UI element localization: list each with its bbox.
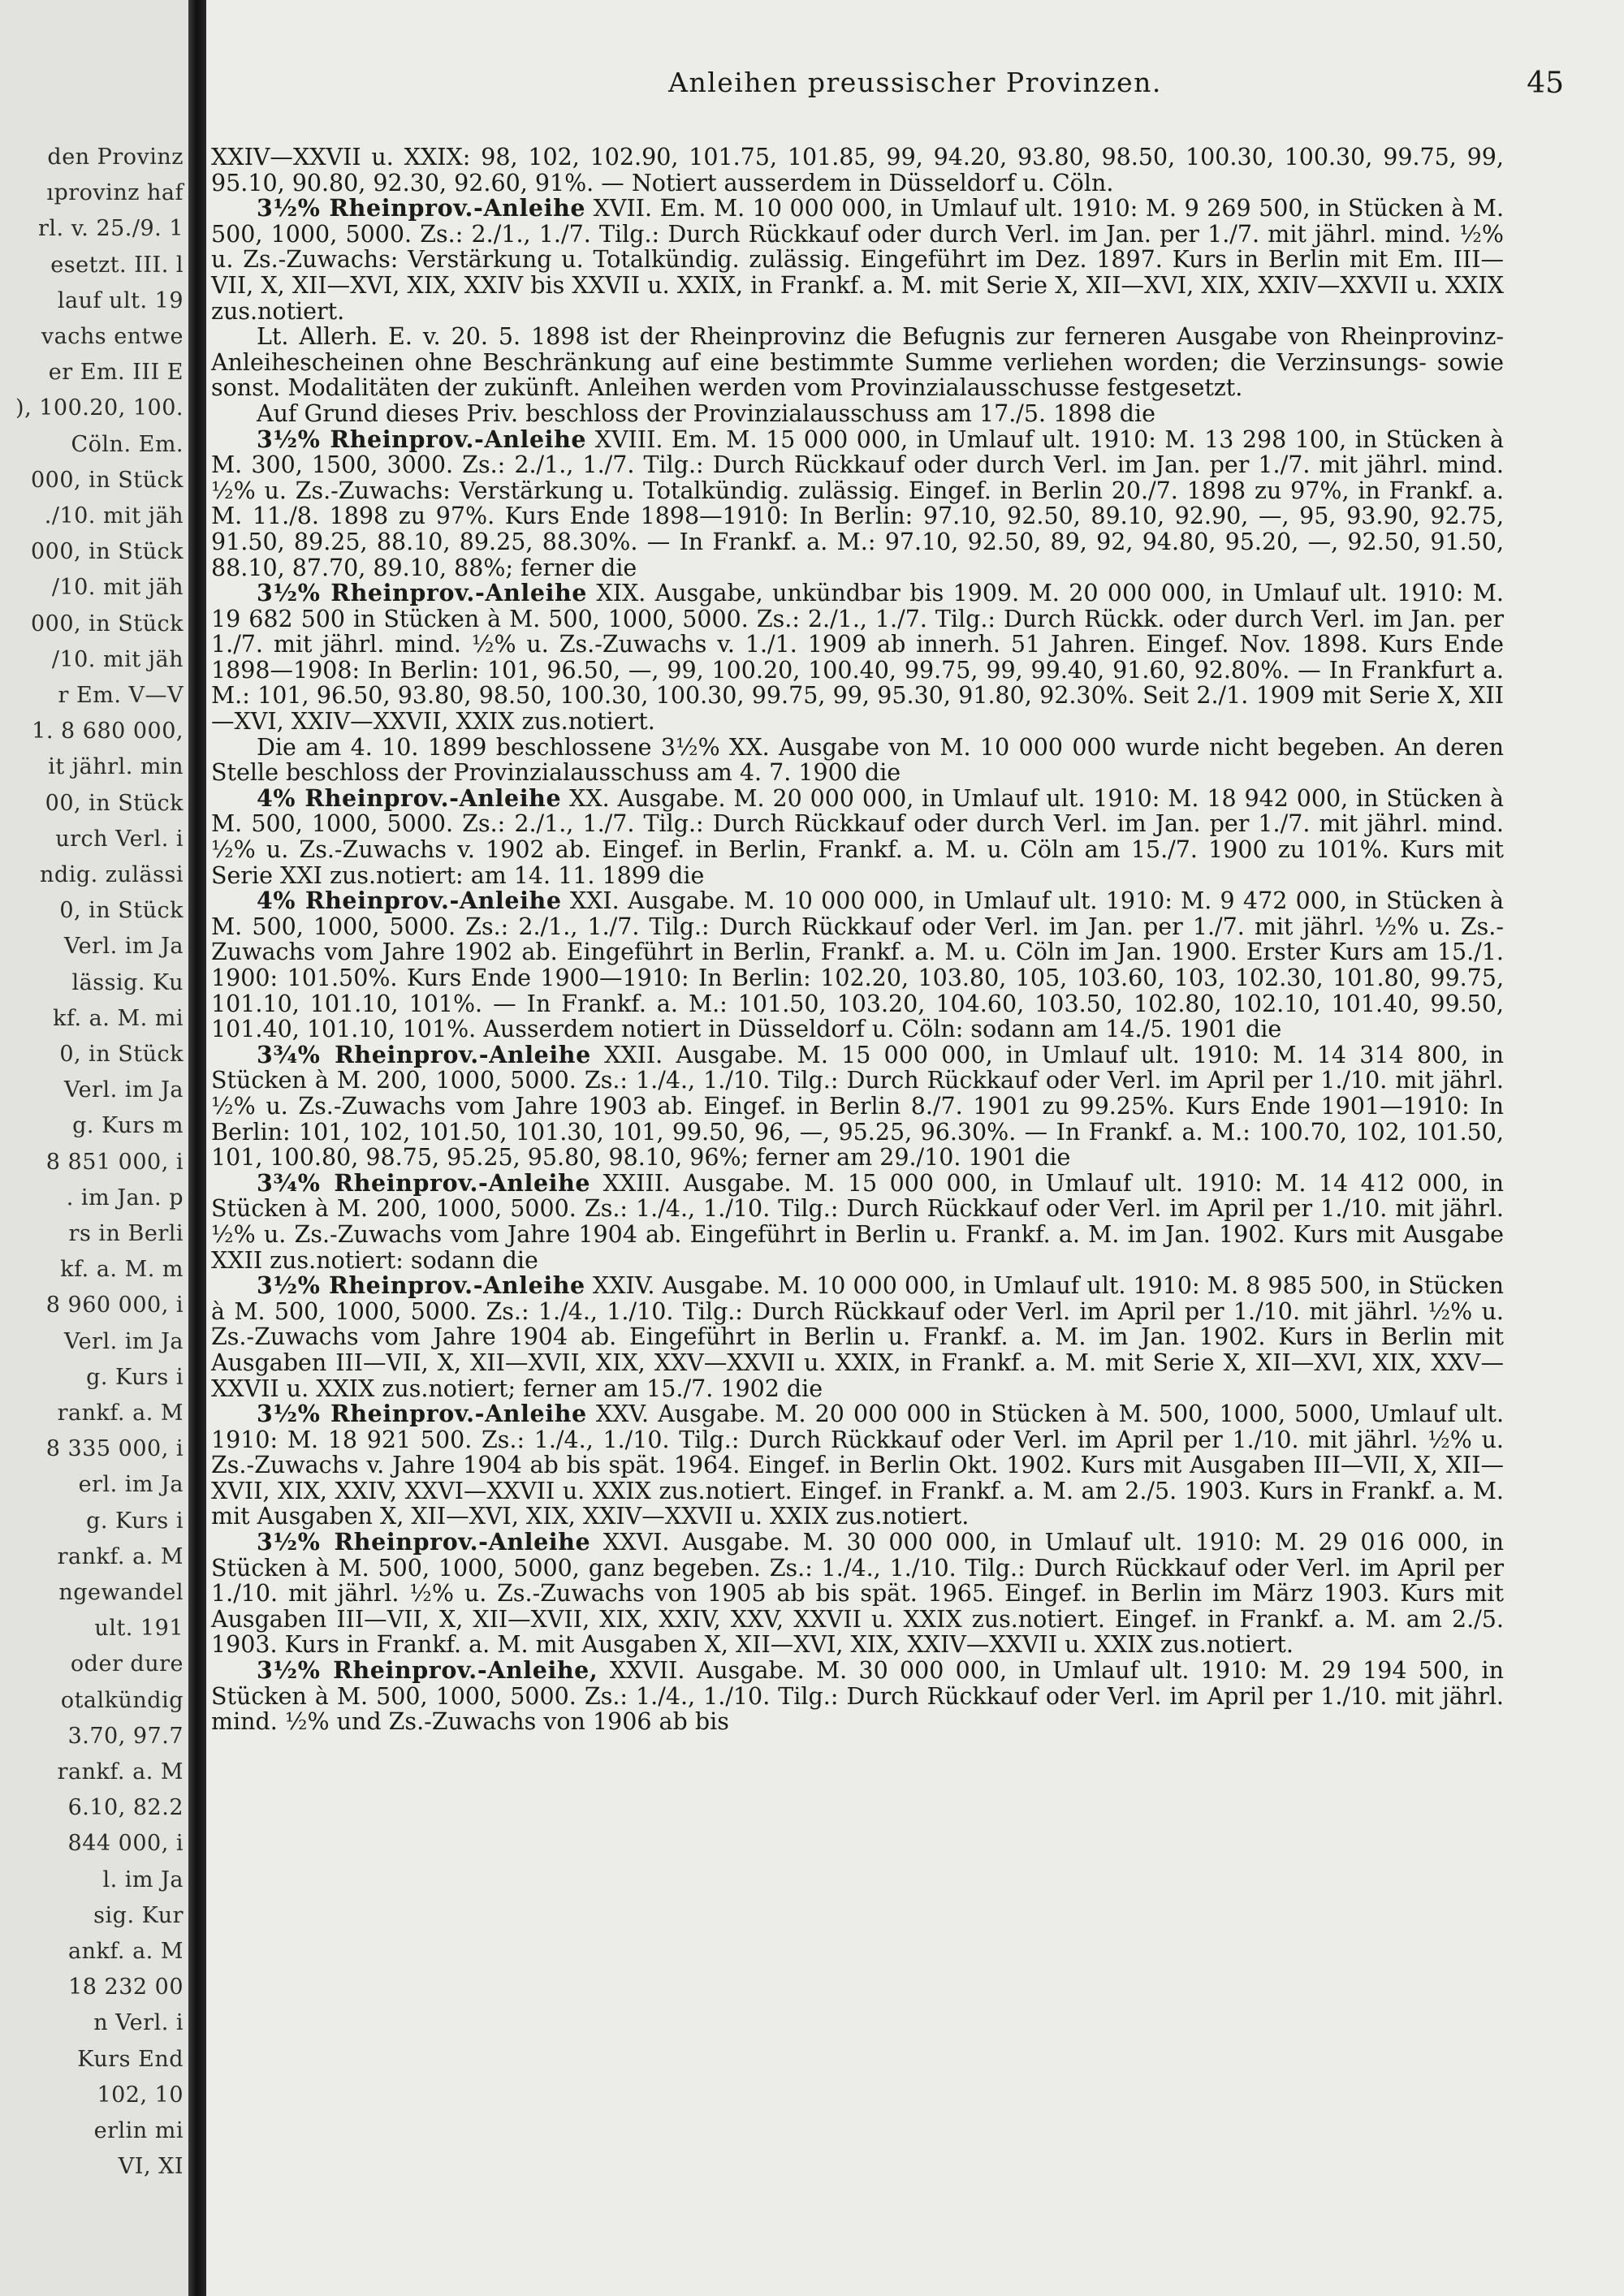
facing-page-line: r Em. V—V — [58, 683, 184, 708]
paragraph-text: XXI. Ausgabe. M. 10 000 000, in Umlauf ult. 1910: M. 9 472 000, in Stücken à M. 500, 1000, 5000. Zs.: 2./1., 1./7. Tilg.: Durch Rückkauf oder Verl. im Jan. per 1./7. mit jährl. ½% u. Zs.-Zuwachs vom Jahre 1902 ab. Eingeführt in Berlin, Frankf. a. M. u. Cöln im Jan. 1900. Erster Kurs am 15./1. 1900: 101.50%. Kurs Ende 1900—1910: In Berlin: 102.20, 103.80, 105, 103.60, 103, 102.30, 101.80, 99.75, 101.10, 101.10, 101%. — In Frankf. a. M.: 101.50, 103.20, 104.60, 103.50, 102.80, 102.10, 101.40, 99.50, 101.40, 101.10, 101%. Ausserdem notiert in Düsseldorf u. Cöln: sodann am 14./5. 1901 die — [211, 887, 1504, 1043]
facing-page-line: 8 960 000, i — [45, 1293, 184, 1318]
facing-page-line: rl. v. 25./9. 1 — [38, 216, 184, 242]
facing-page-line: /10. mit jäh — [51, 575, 184, 601]
facing-page-line: rs in Berli — [68, 1221, 184, 1246]
paragraph-text: XXIII. Ausgabe. M. 15 000 000, in Umlauf ult. 1910: M. 14 412 000, in Stücken à M. 200, 1000, 5000. Zs.: 1./4., 1./10. Tilg.: Durch Rückkauf oder Verl. im April per 1./10. mit jährl. ½% u. Zs.-Zuwachs vom Jahre 1904 ab. Eingeführt in Berlin u. Frankf. a. M. im Jan. 1902. Kurs mit Ausgabe XXII zus.notiert: sodann die — [211, 1169, 1504, 1274]
facing-page-line: erl. im Ja — [78, 1472, 184, 1498]
paragraph — [211, 1401, 1504, 1530]
facing-page-line: 1. 8 680 000, — [32, 719, 184, 744]
facing-page-line: ngewandel — [58, 1580, 184, 1605]
facing-page-line: lässig. Ku — [71, 969, 184, 995]
facing-page-line: 8 851 000, i — [45, 1149, 184, 1175]
bond-heading: 3¾% Rheinprov.-Anleihe — [257, 1168, 591, 1197]
facing-page-line: ndig. zulässi — [40, 862, 184, 887]
facing-page-line: kf. a. M. mi — [53, 1005, 184, 1031]
facing-page-line: ankf. a. M — [68, 1939, 184, 1964]
paragraph-text: Auf Grund dieses Priv. beschloss der Provinzialausschuss am 17./5. 1898 die — [257, 399, 1155, 427]
paragraph-text: Die am 4. 10. 1899 beschlossene 3½% XX. Ausgabe von M. 10 000 000 wurde nicht begeben. An deren Stelle beschloss der Provinzialausschuss am 4. 7. 1900 die — [211, 733, 1504, 787]
paragraph — [211, 1168, 1504, 1274]
facing-page-line: oder dure — [70, 1651, 184, 1677]
paragraph-text: XVII. Em. M. 10 000 000, in Umlauf ult. 1910: M. 9 269 500, in Stücken à M. 500, 1000, 5000. Zs.: 2./1., 1./7. Tilg.: Durch Rückkauf oder durch Verl. im Jan. per 1./7. mit jährl. mind. ½% u. Zs.-Zuwachs: Verstärkung u. Totalkündig. zulässig. Eingeführt im Dez. 1897. Kurs in Berlin mit Em. III—VII, X, XII—XVI, XIX, XXIV bis XXVII u. XXIX, in Frankf. a. M. mit Serie X, XII—XVI, XIX, XXIV—XXVII u. XXIX zus.notiert. — [211, 195, 1505, 325]
bond-heading: 3½% Rheinprov.-Anleihe — [257, 579, 588, 607]
facing-page-line: ıprovinz haf — [46, 180, 184, 206]
facing-page-line: otalkündig — [60, 1687, 184, 1713]
facing-page-line: er Em. III E — [48, 360, 184, 386]
facing-page-line: Verl. im Ja — [64, 934, 184, 960]
paragraph — [211, 324, 1504, 401]
facing-page-line: 8 335 000, i — [45, 1436, 184, 1462]
page-title: Anleihen preussischer Provinzen. — [668, 67, 1162, 98]
paragraph-text: XXIV—XXVII u. XXIX: 98, 102, 102.90, 101.75, 101.85, 99, 94.20, 93.80, 98.50, 100.30, 100.30, 99.75, 99, 95.10, 90.80, 92.30, 92.60, 91%. — Notiert ausserdem in Düsseldorf u. Cöln. — [211, 144, 1504, 196]
paragraph — [211, 1658, 1504, 1735]
bond-heading: 4% Rheinprov.-Anleihe — [257, 783, 562, 812]
paragraph-text: XIX. Ausgabe, unkündbar bis 1909. M. 20 000 000, in Umlauf ult. 1910: M. 19 682 500 in Stücken à M. 500, 1000, 5000. Zs.: 2./1., 1./7. Tilg.: Durch Rückk. oder durch Verl. im Jan. per 1./7. mit jährl. mind. ½% u. Zs.-Zuwachs v. 1./1. 1909 ab innerh. 51 Jahren. Eingef. Nov. 1898. Kurs Ende 1898—1908: In Berlin: 101, 96.50, —, 99, 100.20, 100.40, 99.75, 99, 99.40, 91.60, 92.80%. — In Frankfurt a. M.: 101, 96.50, 93.80, 98.50, 100.30, 100.30, 99.75, 99, 95.30, 91.80, 92.30%. Seit 2./1. 1909 mit Serie X, XII—XVI, XXIV—XXVII, XXIX zus.notiert. — [211, 580, 1504, 736]
paragraph-text: XXV. Ausgabe. M. 20 000 000 in Stücken à M. 500, 1000, 5000, Umlauf ult. 1910: M. 18 921 500. Zs.: 1./4., 1./10. Tilg.: Durch Rückkauf oder Verl. im April per 1./10. mit jährl. ½% u. Zs.-Zuwachs v. Jahre 1904 ab bis spät. 1964. Eingef. in Berlin Okt. 1902. Kurs mit Ausgaben III—VII, X, XII—XVII, XIX, XXIV, XXVI—XXVII u. XXIX zus.notiert. Eingef. in Frankf. a. M. am 2./5. 1903. Kurs in Frankf. a. M. mit Ausgaben X, XII—XVI, XIX, XXIV—XXVII u. XXIX zus.notiert. — [211, 1400, 1504, 1530]
facing-page-line: 000, in Stück — [30, 539, 184, 565]
facing-page-line: g. Kurs m — [72, 1113, 184, 1139]
paragraph-text: Lt. Allerh. E. v. 20. 5. 1898 ist der Rheinprovinz die Befugnis zur ferneren Ausgabe von Rheinprovinz-Anleihescheinen ohne Beschränkung auf eine bestimmte Summe verliehen worden; die Verzinsungs- sowie sonst. Modalitäten der zukünft. Anleihen werden vom Provinzialausschusse festgesetzt. — [211, 323, 1504, 402]
facing-page-line: 102, 10 — [97, 2082, 184, 2108]
facing-page-line: 0, in Stück — [59, 898, 184, 924]
facing-page-line: 0, in Stück — [59, 1042, 184, 1067]
bond-heading: 3½% Rheinprov.-Anleihe — [257, 194, 586, 222]
facing-page-line: den Provinz — [47, 145, 184, 170]
paragraph — [211, 401, 1504, 427]
facing-page-line: urch Verl. i — [55, 826, 184, 852]
paragraph — [211, 145, 1504, 196]
facing-page-line: rankf. a. M — [57, 1543, 184, 1569]
paragraph-text: XXVI. Ausgabe. M. 30 000 000, in Umlauf ult. 1910: M. 29 016 000, in Stücken à M. 500, 1000, 5000, ganz begeben. Zs.: 1./4., 1./10. Tilg.: Durch Rückkauf oder Verl. im April per 1./10. mit jährl. ½% u. Zs.-Zuwachs von 1905 ab bis spät. 1965. Eingef. in Berlin im März 1903. Kurs mit Ausgaben III—VII, X, XII—XVII, XIX, XXIV, XXV, XXVII u. XXIX zus.notiert. Eingef. in Frankf. a. M. am 2./5. 1903. Kurs in Frankf. a. M. mit Ausgaben X, XII—XVI, XIX, XXIV—XXVII u. XXIX zus.notiert. — [211, 1529, 1505, 1659]
bond-heading: 3½% Rheinprov.-Anleihe — [257, 1271, 585, 1300]
body-text — [211, 145, 1504, 1735]
facing-page-line: 3.70, 97.7 — [67, 1723, 184, 1749]
facing-page-line: 000, in Stück — [30, 467, 184, 493]
paragraph — [211, 427, 1504, 581]
paragraph — [211, 1530, 1504, 1658]
facing-page-line: Verl. im Ja — [64, 1077, 184, 1103]
facing-page-fragment — [0, 0, 188, 2296]
facing-page-line: 844 000, i — [67, 1831, 184, 1857]
facing-page-line: Kurs End — [77, 2046, 184, 2072]
bond-heading: 3½% Rheinprov.-Anleihe — [257, 1400, 587, 1428]
facing-page-line: ), 100.20, 100. — [15, 395, 184, 421]
facing-page-line: /10. mit jäh — [51, 646, 184, 672]
facing-page-line: Cöln. Em. — [71, 431, 184, 457]
paragraph — [211, 888, 1504, 1042]
paragraph — [211, 580, 1504, 735]
paragraph — [211, 1042, 1504, 1171]
facing-page-line: g. Kurs i — [86, 1364, 184, 1390]
facing-page-line: rankf. a. M — [57, 1400, 184, 1426]
facing-page-line: esetzt. III. l — [50, 252, 184, 278]
paragraph-text: XXII. Ausgabe. M. 15 000 000, in Umlauf ult. 1910: M. 14 314 800, in Stücken à M. 200, 1000, 5000. Zs.: 1./4., 1./10. Tilg.: Durch Rückkauf oder Verl. im April per 1./10. mit jährl. ½% u. Zs.-Zuwachs vom Jahre 1903 ab. Eingef. in Berlin 8./7. 1901 zu 99.25%. Kurs Ende 1901—1910: In Berlin: 101, 102, 101.50, 101.30, 101, 99.50, 96, —, 95.25, 96.30%. — In Frankf. a. M.: 100.70, 102, 101.50, 101, 100.80, 98.75, 95.25, 95.80, 98.10, 96%; ferner am 29./10. 1901 die — [211, 1041, 1505, 1172]
paragraph — [211, 1273, 1504, 1401]
book-gutter — [188, 0, 206, 2296]
bond-heading: 3¾% Rheinprov.-Anleihe — [257, 1040, 591, 1068]
facing-page-line: ./10. mit jäh — [44, 503, 184, 529]
facing-page-line: erlin mi — [93, 2118, 184, 2143]
paragraph — [211, 735, 1504, 786]
facing-page-line: 6.10, 82.2 — [67, 1795, 184, 1821]
paragraph-text: XXIV. Ausgabe. M. 10 000 000, in Umlauf ult. 1910: M. 8 985 500, in Stücken à M. 500, 1000, 5000. Zs.: 1./4., 1./10. Tilg.: Durch Rückkauf oder Verl. im April per 1./10. mit jährl. ½% u. Zs.-Zuwachs vom Jahre 1904 ab. Eingeführt in Berlin u. Frankf. a. M. im Jan. 1902. Kurs in Berlin mit Ausgaben III—VII, X, XII—XVII, XIX, XXV—XXVII u. XXIX, in Frankf. a. M. mit Serie X, XII—XVI, XIX, XXV—XXVII u. XXIX zus.notiert; ferner am 15./7. 1902 die — [211, 1272, 1504, 1402]
page-number: 45 — [1527, 67, 1564, 100]
facing-page-line: lauf ult. 19 — [57, 287, 184, 313]
facing-page-line: kf. a. M. m — [60, 1257, 184, 1283]
facing-page-line: sig. Kur — [93, 1902, 184, 1928]
bond-heading: 4% Rheinprov.-Anleihe — [257, 887, 562, 915]
facing-page-line: 00, in Stück — [45, 790, 184, 816]
paragraph-text: XXVII. Ausgabe. M. 30 000 000, in Umlauf ult. 1910: M. 29 194 500, in Stücken à M. 500, 1000, 5000. Zs.: 1./4., 1./10. Tilg.: Durch Rückkauf oder Verl. im April per 1./10. mit jährl. mind. ½% und Zs.-Zuwachs von 1906 ab bis — [211, 1657, 1504, 1736]
facing-page-line: 18 232 00 — [68, 1974, 184, 2000]
bond-heading: 3½% Rheinprov.-Anleihe — [257, 425, 587, 453]
facing-page-line: g. Kurs i — [86, 1508, 184, 1534]
facing-page-line: VI, XI — [118, 2154, 184, 2180]
facing-page-line: 000, in Stück — [30, 611, 184, 637]
facing-page-line: . im Jan. p — [66, 1185, 184, 1211]
document-page — [206, 0, 1624, 2296]
bond-heading: 3½% Rheinprov.-Anleihe, — [257, 1656, 598, 1685]
facing-page-line: l. im Ja — [102, 1867, 184, 1892]
paragraph-text: XX. Ausgabe. M. 20 000 000, in Umlauf ult. 1910: M. 18 942 000, in Stücken à M. 500, 1000, 5000. Zs.: 2./1., 1./7. Tilg.: Durch Rückkauf oder durch Verl. im Jan. per 1./7. mit jährl. mind. ½% u. Zs.-Zuwachs v. 1902 ab. Eingef. in Berlin, Frankf. a. M. u. Cöln am 15./7. 1900 zu 101%. Kurs mit Serie XXI zus.notiert: am 14. 11. 1899 die — [211, 784, 1504, 889]
paragraph-text: XVIII. Em. M. 15 000 000, in Umlauf ult. 1910: M. 13 298 100, in Stücken à M. 300, 1500, 3000. Zs.: 2./1., 1./7. Tilg.: Durch Rückkauf oder durch Verl. im Jan. per 1./7. mit jährl. mind. ½% u. Zs.-Zuwachs: Verstärkung u. Totalkündig. zulässig. Eingef. in Berlin 20./7. 1898 zu 97%, in Frankf. a. M. 11./8. 1898 zu 97%. Kurs Ende 1898—1910: In Berlin: 97.10, 92.50, 89.10, 92.90, —, 95, 93.90, 92.75, 91.50, 89.25, 88.10, 89.25, 88.30%. — In Frankf. a. M.: 97.10, 92.50, 89, 92, 94.80, 95.20, —, 92.50, 91.50, 88.10, 87.70, 89.10, 88%; ferner die — [211, 425, 1504, 581]
facing-page-line: Verl. im Ja — [64, 1328, 184, 1354]
paragraph — [211, 196, 1504, 324]
bond-heading: 3½% Rheinprov.-Anleihe — [257, 1528, 591, 1556]
facing-page-line: it jährl. min — [48, 754, 184, 780]
facing-page-line: n Verl. i — [93, 2010, 184, 2036]
running-header — [206, 67, 1624, 107]
facing-page-line: vachs entwe — [41, 324, 184, 349]
paragraph — [211, 783, 1504, 889]
facing-page-line: ult. 191 — [94, 1616, 184, 1642]
facing-page-line: rankf. a. M — [57, 1759, 184, 1785]
